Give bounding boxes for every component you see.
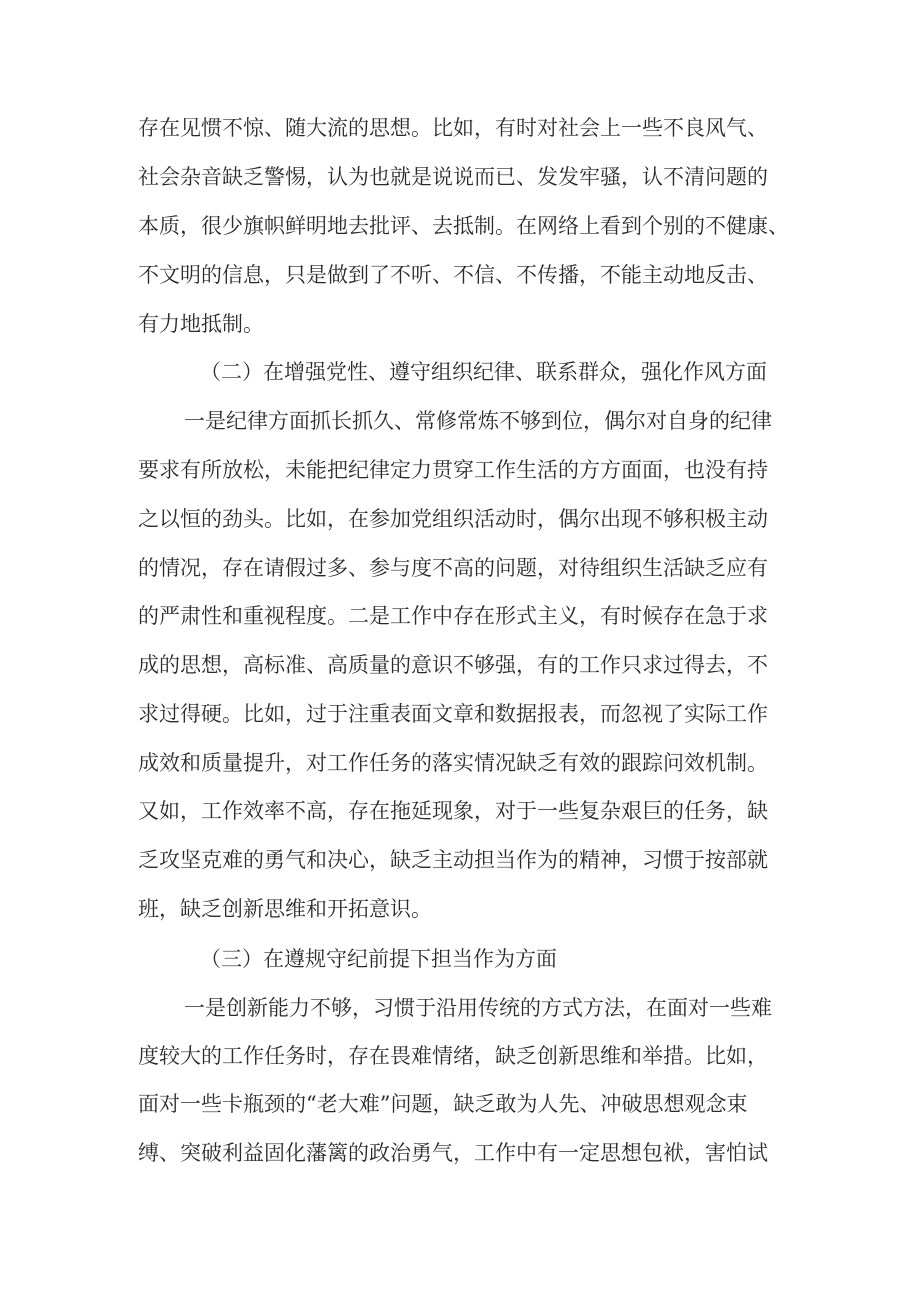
text-line: 缚、突破利益固化藩篱的政治勇气，工作中有一定思想包袱，害怕试: [138, 1141, 768, 1165]
text-line: 面对一些卡瓶颈的“老大难”问题，缺乏敢为人先、冲破思想观念束: [138, 1092, 748, 1116]
text-line: 存在见惯不惊、随大流的思想。比如，有时对社会上一些不良风气、: [138, 116, 768, 140]
text-line: 社会杂音缺乏警惕，认为也就是说说而已、发发牢骚，认不清问题的: [138, 165, 768, 189]
text-line: 的情况，存在请假过多、参与度不高的问题，对待组织生活缺乏应有: [138, 556, 768, 580]
text-line: 不文明的信息，只是做到了不听、不信、不传播，不能主动地反击、: [138, 263, 768, 287]
text-line: 有力地抵制。: [138, 312, 264, 336]
text-line: 成效和质量提升，对工作任务的落实情况缺乏有效的跟踪问效机制。: [138, 751, 768, 775]
section-heading-3: （三）在遵规守纪前提下担当作为方面: [200, 947, 557, 971]
text-line: 本质，很少旗帜鲜明地去批评、去抵制。在网络上看到个别的不健康、: [138, 214, 789, 238]
text-line: 之以恒的劲头。比如，在参加党组织活动时，偶尔出现不够积极主动: [138, 507, 768, 531]
text-line: 的严肃性和重视程度。二是工作中存在形式主义，有时候存在急于求: [138, 604, 768, 628]
text-line: 要求有所放松，未能把纪律定力贯穿工作生活的方方面面，也没有持: [138, 458, 768, 482]
text-line: 求过得硬。比如，过于注重表面文章和数据报表，而忽视了实际工作: [138, 702, 768, 726]
text-line: 班，缺乏创新思维和开拓意识。: [138, 897, 432, 921]
paragraph-start: 一是纪律方面抓长抓久、常修常炼不够到位，偶尔对自身的纪律: [184, 409, 772, 433]
text-line: 乏攻坚克难的勇气和决心，缺乏主动担当作为的精神，习惯于按部就: [138, 848, 768, 872]
text-line: 度较大的工作任务时，存在畏难情绪，缺乏创新思维和举措。比如，: [138, 1044, 768, 1068]
text-line: 又如，工作效率不高，存在拖延现象，对于一些复杂艰巨的任务，缺: [138, 799, 768, 823]
paragraph-start: 一是创新能力不够，习惯于沿用传统的方式方法，在面对一些难: [184, 996, 772, 1020]
text-line: 成的思想，高标准、高质量的意识不够强，有的工作只求过得去，不: [138, 653, 768, 677]
section-heading-2: （二）在增强党性、遵守组织纪律、联系群众，强化作风方面: [200, 360, 767, 384]
